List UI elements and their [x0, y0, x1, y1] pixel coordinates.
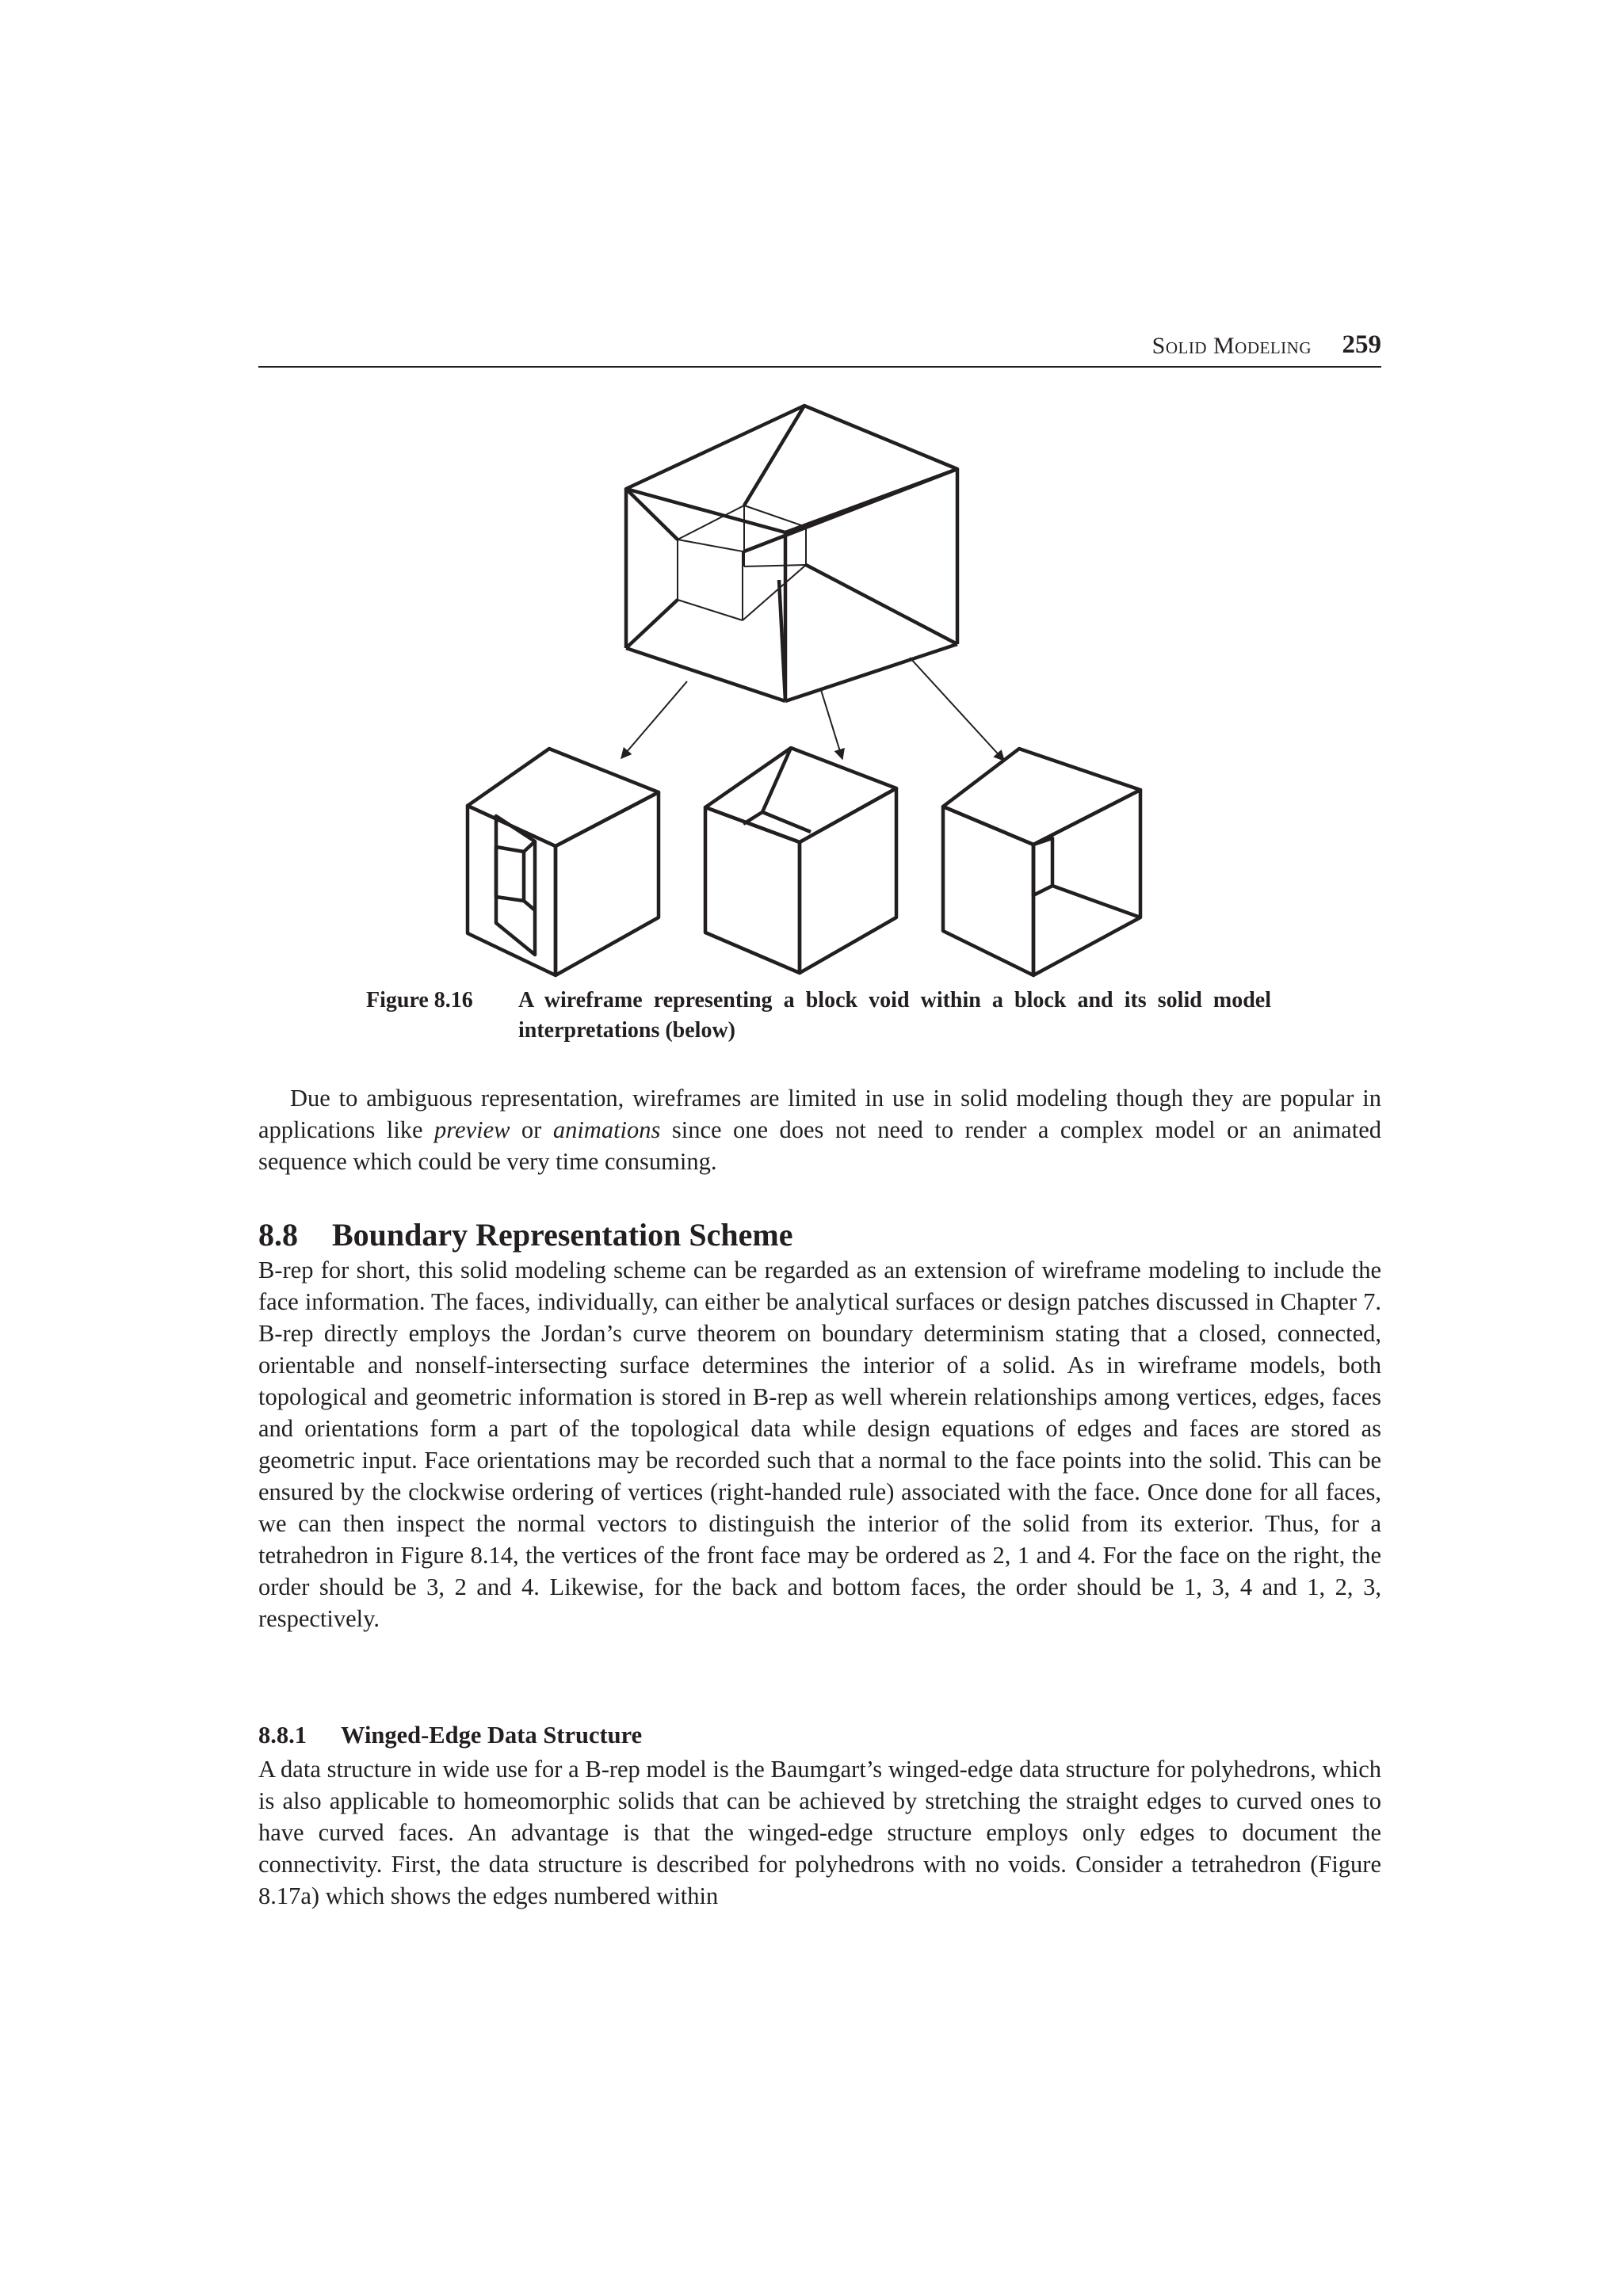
section-body: [258, 1254, 1381, 1634]
subsection-body: [258, 1753, 1381, 1912]
intro-text: [258, 1082, 1381, 1177]
intro-paragraph: [258, 1082, 1381, 1177]
figure-caption-text: A wireframe representing a block void within a block and its solid model interpretations (below): [518, 988, 1271, 1043]
interpretation-arrows: [621, 658, 1004, 761]
solid-interpretation-middle: [705, 748, 896, 973]
section-title: Boundary Representation Scheme: [332, 1217, 793, 1253]
subsection-title: Winged-Edge Data Structure: [341, 1722, 643, 1749]
section-paragraph: B-rep for short, this solid modeling scheme can be regarded as an extension of wireframe modeling to include the face information. The faces, individually, can either be analytical surfaces or design patches discussed in Chapter 7. B-rep directly employs the Jordan’s curve theorem on boundary determinism stating that a closed, connected, orientable and nonself-intersecting surface determines the interior of a solid. As in wireframe models, both topological and geometric information is stored in B-rep as well wherein relationships among vertices, edges, faces and orientations form a part of the topological data while design equations of edges and faces are stored as geometric input. Face orientations may be recorded such that a normal to the face points into the solid. This can be ensured by the clockwise ordering of vertices (right-handed rule) associated with the face. Once done for all faces, we can then inspect the normal vectors to distinguish the interior of the solid from its exterior. Thus, for a tetrahedron in Figure 8.14, the vertices of the front face may be ordered as 2, 1 and 4. For the face on the right, the order should be 3, 2 and 4. Likewise, for the back and bottom faces, the order should be 1, 3, 4 and 1, 2, 3, respectively.: [258, 1257, 1381, 1632]
intro-text-part: or: [510, 1116, 553, 1143]
running-head-title: Solid Modeling: [1151, 333, 1312, 359]
section-heading: [258, 1216, 792, 1253]
solid-interpretation-right: [943, 749, 1140, 975]
figure-8-16: [0, 0, 1623, 990]
subsection-paragraph: A data structure in wide use for a B-rep model is the Baumgart’s winged-edge data structure for polyhedrons, which is also applicable to homeomorphic solids that can be achieved by stretching the straight edges to curved ones to have curved faces. An advantage is that the winged-edge structure employs only edges to document the connectivity. First, the data structure is described for polyhedrons with no voids. Consider a tetrahedron (Figure 8.17a) which shows the edges numbered within: [258, 1756, 1381, 1909]
preview-term: preview: [434, 1116, 510, 1143]
solid-interpretation-left: [468, 749, 659, 975]
intro-text-part: since one does not need to render a complex model or an animated sequence which could be very time consuming.: [258, 1116, 1381, 1175]
intro-text-part: Due to ambiguous representation, wireframes are limited in use in solid modeling though they are popular in applications like: [258, 1085, 1381, 1143]
wireframe-outer-block: [626, 406, 957, 701]
section-number: 8.8: [258, 1217, 298, 1253]
figure-label: Figure 8.16: [366, 988, 473, 1013]
page-number: 259: [1342, 330, 1381, 359]
animations-term: animations: [552, 1116, 661, 1143]
subsection-number: 8.8.1: [258, 1722, 307, 1749]
subsection-heading: [258, 1722, 642, 1749]
